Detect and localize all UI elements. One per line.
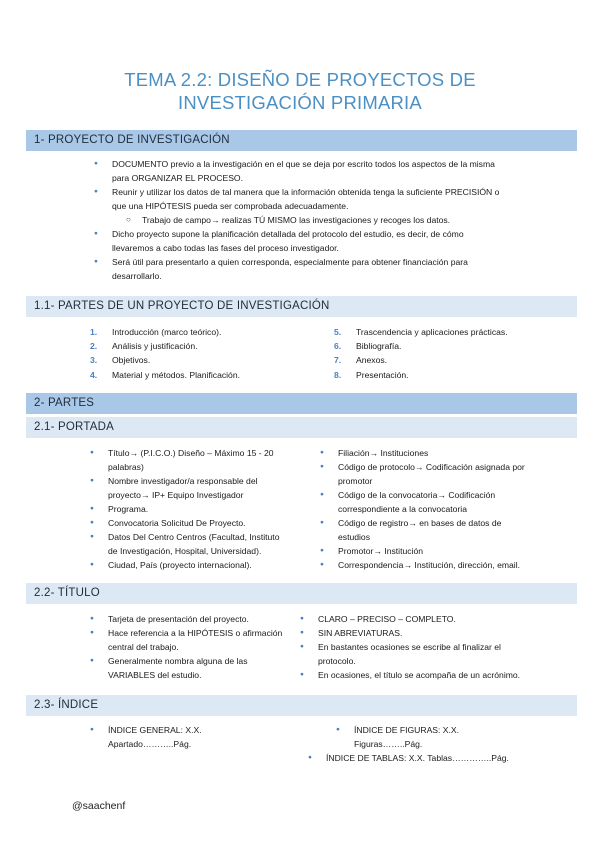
- list-item: ● Correspondencia→ Institución, dirección, email.: [316, 558, 556, 572]
- item-number: 8.: [334, 369, 342, 380]
- numbered-item: [90, 339, 310, 353]
- section-header-titulo: 2.2- TÍTULO: [26, 583, 577, 604]
- numbered-item: [90, 368, 310, 382]
- indice-tablas-list: [304, 751, 564, 765]
- proyecto-list: [90, 157, 560, 283]
- numbered-item: [334, 368, 564, 382]
- numbered-item: [334, 325, 564, 339]
- list-item: ● DOCUMENTO previo a la investigación en el que se deja por escrito todos los aspectos de la misma para ORGANIZAR EL PROCESO.: [90, 157, 560, 185]
- list-item: ● Datos Del Centro Centros (Facultad, Instituto de Investigación, Hospital, Universidad).: [86, 530, 296, 558]
- list-item: ● Código de protocolo→ Codificación asignada por promotor: [316, 460, 556, 488]
- item-number: 2.: [90, 341, 98, 352]
- item-number: 4.: [90, 369, 98, 380]
- author-credit: @saachenf: [72, 800, 126, 812]
- list-item: ● Dicho proyecto supone la planificación detallada del protocolo del estudio, es decir, de cómo llevaremos a cabo todas las fases del proceso investigador.: [90, 227, 560, 255]
- item-text: Presentación.: [356, 369, 409, 380]
- list-item: ● Reunir y utilizar los datos de tal manera que la información obtenida tenga la suficiente PRECISIÓN o que una HIPÓTESIS pueda ser comprobada adecuadamente.: [90, 185, 560, 213]
- item-text: Trascendencia y aplicaciones prácticas.: [356, 327, 508, 337]
- item-text: Objetivos.: [112, 355, 151, 366]
- item-text: Introducción (marco teórico).: [112, 327, 222, 337]
- list-item: ● ÍNDICE DE FIGURAS: X.X. Figuras……..Pág.: [332, 723, 532, 751]
- list-item: ● En bastantes ocasiones se escribe al finalizar el protocolo.: [296, 640, 566, 668]
- list-item: ● Tarjeta de presentación del proyecto.: [86, 612, 296, 626]
- list-item: ● Filiación→ Instituciones: [316, 446, 556, 460]
- list-item: ● Código de la convocatoria→ Codificación correspondiente a la convocatoria: [316, 488, 556, 516]
- list-item: ● Promotor→ Institución: [316, 544, 556, 558]
- list-item: ● SIN ABREVIATURAS.: [296, 626, 566, 640]
- numbered-item: [90, 325, 310, 339]
- item-number: 1.: [90, 327, 98, 337]
- item-text: Material y métodos. Planificación.: [112, 369, 241, 380]
- list-item: ● Título→ (P.I.C.O.) Diseño – Máximo 15 - 20 palabras): [86, 446, 296, 474]
- indice-list-right: [332, 723, 532, 751]
- page-title-line1: TEMA 2.2: DISEÑO DE PROYECTOS DE: [124, 69, 476, 90]
- list-item: ● Código de registro→ en bases de datos de estudios: [316, 516, 556, 544]
- indice-list-left: [86, 723, 286, 751]
- item-text: Análisis y justificación.: [112, 341, 198, 352]
- titulo-list-left: [86, 612, 296, 682]
- numbered-item: [334, 353, 564, 367]
- partes-list-left: [90, 325, 310, 382]
- item-text: Anexos.: [356, 355, 388, 366]
- page-title-line2: INVESTIGACIÓN PRIMARIA: [178, 92, 422, 113]
- item-text: Bibliografía.: [356, 341, 402, 352]
- list-item: ● Ciudad, País (proyecto internacional).: [86, 558, 296, 572]
- portada-list-right: [316, 446, 556, 572]
- titulo-list-right: [296, 612, 566, 682]
- list-item: ● CLARO – PRECISO – COMPLETO.: [296, 612, 566, 626]
- list-item: ● Convocatoria Solicitud De Proyecto.: [86, 516, 296, 530]
- section-header-indice: 2.3- ÍNDICE: [26, 695, 577, 716]
- section-header-partes-proyecto: 1.1- PARTES DE UN PROYECTO DE INVESTIGACIÓN: [26, 296, 577, 317]
- list-item: ● ÍNDICE DE TABLAS: X.X. Tablas…………..Pág.: [304, 751, 564, 765]
- list-item: ● ÍNDICE GENERAL: X.X. Apartado………..Pág.: [86, 723, 286, 751]
- section-header-proyecto: 1- PROYECTO DE INVESTIGACIÓN: [26, 130, 577, 151]
- list-item: ● Nombre investigador/a responsable del proyecto→ IP+ Equipo Investigador: [86, 474, 296, 502]
- list-item: ● Generalmente nombra alguna de las VARIABLES del estudio.: [86, 654, 296, 682]
- list-item: ● Programa.: [86, 502, 296, 516]
- numbered-item: [90, 353, 310, 367]
- partes-list-right: [334, 325, 564, 382]
- list-item: ● En ocasiones, el título se acompaña de un acrónimo.: [296, 668, 566, 682]
- item-number: 5.: [334, 327, 342, 337]
- item-number: 3.: [90, 355, 98, 366]
- list-item: ● Será útil para presentarlo a quien corresponda, especialmente para obtener financiación para desarrollarlo.: [90, 255, 560, 283]
- portada-list-left: [86, 446, 296, 572]
- numbered-item: [334, 339, 564, 353]
- sub-list-item: ○ Trabajo de campo→ realizas TÚ MISMO las investigaciones y recoges los datos.: [90, 213, 560, 227]
- item-number: 7.: [334, 355, 342, 366]
- list-item: ● Hace referencia a la HIPÓTESIS o afirmación central del trabajo.: [86, 626, 296, 654]
- page-title: [0, 68, 600, 114]
- section-header-partes: 2- PARTES: [26, 393, 577, 414]
- section-header-portada: 2.1- PORTADA: [26, 417, 577, 438]
- item-number: 6.: [334, 341, 342, 352]
